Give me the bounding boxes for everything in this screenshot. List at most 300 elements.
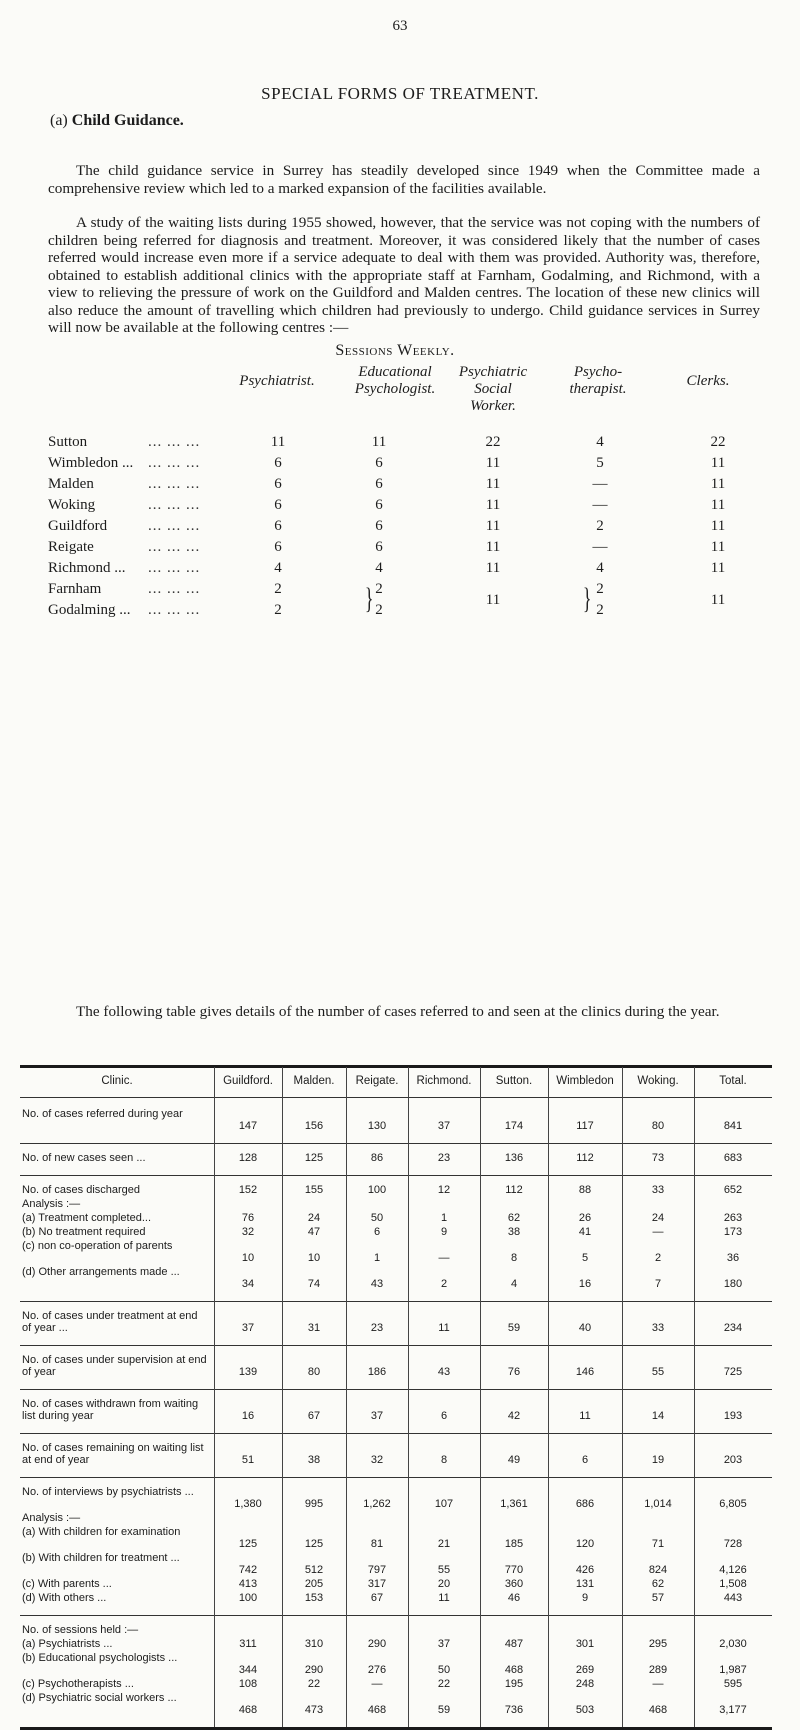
- sessions-header-line: therapist.: [569, 381, 627, 397]
- row-label: No. of cases discharged: [22, 1184, 141, 1196]
- table-cell: 155: [304, 1184, 324, 1196]
- table-cell: 36: [726, 1252, 740, 1264]
- table-cell: 23: [370, 1322, 384, 1334]
- row-label: (b) With children for treatment ...: [22, 1552, 180, 1564]
- subheading: [50, 112, 184, 130]
- table-cell: 51: [241, 1454, 255, 1466]
- table-cell: 67: [307, 1410, 321, 1422]
- table-cell: 186: [367, 1366, 387, 1378]
- table-cell: 2,030: [719, 1638, 747, 1650]
- table-cell: 797: [367, 1564, 387, 1576]
- brace-educational: }: [364, 582, 374, 615]
- row-label: No. of cases withdrawn from waiting list during year: [22, 1398, 199, 1422]
- table-cell: 317: [367, 1578, 387, 1590]
- sessions-header-line: Psycho-: [573, 364, 623, 380]
- table-cell: 686: [575, 1498, 595, 1510]
- table-rule: [20, 1301, 772, 1302]
- sessions-row-name: Woking: [48, 497, 96, 513]
- table-cell: 71: [651, 1538, 665, 1550]
- column-header: Wimbledon: [556, 1075, 614, 1087]
- table-cell: 248: [575, 1678, 595, 1690]
- sessions-header-1: [212, 373, 342, 390]
- sessions-value: 2: [596, 518, 604, 534]
- table-cell: 4: [510, 1278, 518, 1290]
- sessions-value: 11: [270, 434, 286, 450]
- column-divider: [282, 1067, 283, 1727]
- table-cell: 37: [241, 1322, 255, 1334]
- table-cell: 413: [238, 1578, 258, 1590]
- table-cell: 76: [241, 1212, 255, 1224]
- row-label: (b) No treatment required: [22, 1226, 146, 1238]
- table-cell: 290: [304, 1664, 324, 1676]
- sessions-value: 11: [371, 434, 387, 450]
- sessions-value: 2: [596, 602, 604, 618]
- sessions-value: 6: [274, 518, 282, 534]
- table-cell: 5: [581, 1252, 589, 1264]
- table-cell: 130: [367, 1120, 387, 1132]
- table-cell: —: [438, 1252, 450, 1264]
- sessions-value: 11: [485, 518, 501, 534]
- table-cell: 22: [307, 1678, 321, 1690]
- table-cell: 770: [504, 1564, 524, 1576]
- table-cell: 2: [440, 1278, 448, 1290]
- table-cell: 311: [239, 1638, 257, 1650]
- table-cell: 203: [723, 1454, 743, 1466]
- table-cell: 180: [723, 1278, 743, 1290]
- sessions-row-name: Reigate: [48, 539, 94, 555]
- table-cell: 74: [307, 1278, 321, 1290]
- table-cell: 6: [581, 1454, 589, 1466]
- table-rule: [20, 1097, 772, 1098]
- sessions-row: [48, 455, 768, 476]
- table-cell: 426: [575, 1564, 595, 1576]
- table-cell: 32: [241, 1226, 255, 1238]
- column-divider: [548, 1067, 549, 1727]
- sessions-value: 6: [274, 455, 282, 471]
- sessions-value: 22: [710, 434, 726, 450]
- row-label: (d) Psychiatric social workers ...: [22, 1692, 177, 1704]
- table-cell: 725: [723, 1366, 743, 1378]
- table-cell: 595: [723, 1678, 743, 1690]
- table-cell: 10: [241, 1252, 255, 1264]
- table-cell: 26: [578, 1212, 592, 1224]
- table-rule: [20, 1389, 772, 1390]
- table-cell: 47: [307, 1226, 321, 1238]
- row-label: (a) Treatment completed...: [22, 1212, 151, 1224]
- table-rule: [20, 1143, 772, 1144]
- table-cell: 73: [651, 1152, 665, 1164]
- sessions-header-line: Psychiatrist.: [239, 373, 315, 389]
- table-cell: 16: [578, 1278, 592, 1290]
- table-cell: 31: [307, 1322, 321, 1334]
- table-cell: 131: [575, 1578, 595, 1590]
- table-cell: 37: [370, 1410, 384, 1422]
- sessions-header-line: Worker.: [470, 398, 516, 414]
- table-cell: 10: [307, 1252, 321, 1264]
- table-cell: 59: [437, 1704, 451, 1716]
- table-cell: 62: [507, 1212, 521, 1224]
- sessions-row-name: Richmond ...: [48, 560, 126, 576]
- sessions-header-line: Social: [474, 381, 512, 397]
- table-cell: 43: [437, 1366, 451, 1378]
- table-cell: 38: [307, 1454, 321, 1466]
- table-cell: 125: [304, 1538, 324, 1550]
- clinic-statistics-table: [20, 1065, 772, 1730]
- sessions-value: 11: [485, 455, 501, 471]
- table-cell: 205: [304, 1578, 324, 1590]
- sessions-row: [48, 476, 768, 497]
- table-cell: 59: [507, 1322, 521, 1334]
- table-cell: 62: [651, 1578, 665, 1590]
- table-cell: 503: [575, 1704, 595, 1716]
- sessions-value: 11: [710, 518, 726, 534]
- table-cell: 193: [723, 1410, 743, 1422]
- column-header: Sutton.: [495, 1075, 533, 1087]
- table-cell: 34: [241, 1278, 255, 1290]
- leader-dots: ... ... ...: [148, 518, 201, 534]
- sessions-row-name: Godalming ...: [48, 602, 131, 618]
- table-cell: 742: [238, 1564, 258, 1576]
- table-cell: 263: [723, 1212, 743, 1224]
- row-label: No. of sessions held :—: [22, 1624, 139, 1636]
- sessions-value: 11: [485, 560, 501, 576]
- sessions-value: 2: [375, 581, 383, 597]
- column-divider: [622, 1067, 623, 1727]
- sessions-row: [48, 434, 768, 455]
- sessions-value: 2: [375, 602, 383, 618]
- table-rule: [20, 1065, 772, 1068]
- column-header: Total.: [719, 1075, 747, 1087]
- paragraph-intro: The child guidance service in Surrey has steadily developed since 1949 when the Committee made a comprehensive review which led to a marked expansion of the facilities available.: [48, 162, 760, 197]
- table-cell: 276: [367, 1664, 387, 1676]
- table-cell: 38: [507, 1226, 521, 1238]
- sessions-value: 11: [485, 539, 501, 555]
- table-cell: 683: [723, 1152, 743, 1164]
- table-cell: 16: [241, 1410, 255, 1422]
- table-cell: 4,126: [719, 1564, 747, 1576]
- leader-dots: ... ... ...: [148, 497, 201, 513]
- table-cell: 55: [437, 1564, 451, 1576]
- table-cell: 290: [367, 1638, 387, 1650]
- sessions-row: [48, 518, 768, 539]
- table-rule: [20, 1615, 772, 1616]
- table-cell: 468: [367, 1704, 387, 1716]
- table-cell: 125: [238, 1538, 258, 1550]
- table-cell: —: [652, 1226, 664, 1238]
- table-cell: 19: [651, 1454, 665, 1466]
- merged-social-worker-value: 11: [485, 592, 501, 608]
- sessions-value: 4: [274, 560, 282, 576]
- sessions-header-4: [548, 364, 648, 398]
- table-cell: 88: [578, 1184, 592, 1196]
- table-cell: 301: [575, 1638, 595, 1650]
- table-cell: 12: [437, 1184, 451, 1196]
- column-divider: [480, 1067, 481, 1727]
- sessions-row-name: Sutton: [48, 434, 88, 450]
- subheading-prefix: (a): [50, 112, 68, 129]
- row-label: No. of cases remaining on waiting list at end of year: [22, 1442, 204, 1466]
- row-label: No. of cases referred during year: [22, 1108, 183, 1120]
- table-cell: 1,262: [363, 1498, 391, 1510]
- sessions-value: 5: [596, 455, 604, 471]
- table-cell: 7: [654, 1278, 662, 1290]
- column-header: Richmond.: [416, 1075, 472, 1087]
- table-cell: 1,508: [719, 1578, 747, 1590]
- table-cell: 468: [648, 1704, 668, 1716]
- sessions-title: Sessions Weekly.: [335, 342, 455, 359]
- leader-dots: ... ... ...: [148, 455, 201, 471]
- sessions-value: 2: [274, 602, 282, 618]
- table-cell: 269: [575, 1664, 595, 1676]
- row-label: (c) Psychotherapists ...: [22, 1678, 134, 1690]
- row-label: (c) With parents ...: [22, 1578, 112, 1590]
- table-cell: 185: [504, 1538, 524, 1550]
- sessions-value: 6: [375, 539, 383, 555]
- table-cell: 55: [651, 1366, 665, 1378]
- table-cell: 33: [651, 1322, 665, 1334]
- table-cell: 295: [648, 1638, 668, 1650]
- table-cell: 108: [238, 1678, 258, 1690]
- sessions-value: —: [592, 539, 608, 555]
- sessions-value: 22: [485, 434, 501, 450]
- sessions-value: 11: [710, 560, 726, 576]
- sessions-value: 6: [274, 476, 282, 492]
- table-cell: 152: [238, 1184, 258, 1196]
- table-cell: 37: [437, 1120, 451, 1132]
- table-cell: 736: [504, 1704, 524, 1716]
- table-cell: 173: [723, 1226, 743, 1238]
- sessions-value: 4: [596, 560, 604, 576]
- table-cell: 46: [507, 1592, 521, 1604]
- table-cell: 2: [654, 1252, 662, 1264]
- table-cell: 22: [437, 1678, 451, 1690]
- table-cell: 8: [510, 1252, 518, 1264]
- table-cell: 234: [723, 1322, 743, 1334]
- table-cell: 49: [507, 1454, 521, 1466]
- row-label: (b) Educational psychologists ...: [22, 1652, 178, 1664]
- column-header: Malden.: [293, 1075, 335, 1087]
- table-cell: 310: [304, 1638, 324, 1650]
- table-cell: 33: [651, 1184, 665, 1196]
- sessions-value: 11: [485, 497, 501, 513]
- row-label: No. of new cases seen ...: [22, 1152, 146, 1164]
- section-heading: SPECIAL FORMS OF TREATMENT.: [261, 84, 539, 103]
- sessions-header-2: [340, 364, 450, 398]
- table-cell: 473: [304, 1704, 324, 1716]
- sessions-row: [48, 497, 768, 518]
- brace-psychotherapist: }: [582, 582, 592, 615]
- table-cell: 1,380: [234, 1498, 262, 1510]
- sessions-value: 11: [710, 455, 726, 471]
- table-cell: 468: [504, 1664, 524, 1676]
- table-cell: 128: [238, 1152, 258, 1164]
- row-label: No. of cases under treatment at end of year ...: [22, 1310, 198, 1334]
- table-cell: 995: [304, 1498, 324, 1510]
- table-cell: —: [371, 1678, 383, 1690]
- table-cell: 9: [440, 1226, 448, 1238]
- table-cell: 153: [304, 1592, 324, 1604]
- table-cell: 8: [440, 1454, 448, 1466]
- table-cell: 728: [723, 1538, 743, 1550]
- table-cell: 100: [367, 1184, 387, 1196]
- table-cell: 824: [648, 1564, 668, 1576]
- sessions-row-name: Guildford: [48, 518, 108, 534]
- table-cell: 67: [370, 1592, 384, 1604]
- sessions-value: 2: [596, 581, 604, 597]
- sessions-header-line: Educational: [358, 364, 432, 380]
- row-label: (c) non co-operation of parents: [22, 1240, 173, 1252]
- sessions-value: 4: [375, 560, 383, 576]
- table-cell: 14: [651, 1410, 665, 1422]
- row-label: Analysis :—: [22, 1198, 81, 1210]
- sessions-value: 4: [596, 434, 604, 450]
- table-cell: 487: [504, 1638, 524, 1650]
- table-cell: 125: [304, 1152, 324, 1164]
- table-cell: 23: [437, 1152, 451, 1164]
- table-cell: 512: [304, 1564, 324, 1576]
- table-rule: [20, 1477, 772, 1478]
- leader-dots: ... ... ...: [148, 560, 201, 576]
- table-cell: 112: [576, 1152, 594, 1164]
- table-cell: 3,177: [719, 1704, 747, 1716]
- subheading-title: Child Guidance.: [71, 112, 184, 129]
- table-cell: 147: [238, 1120, 258, 1132]
- table-cell: 195: [504, 1678, 524, 1690]
- table-cell: 21: [437, 1538, 451, 1550]
- sessions-header-line: Psychologist.: [354, 381, 436, 397]
- row-label: (a) Psychiatrists ...: [22, 1638, 113, 1650]
- row-label: No. of interviews by psychiatrists ...: [22, 1486, 194, 1498]
- sessions-header-line: Psychiatric: [458, 364, 528, 380]
- column-header: Clinic.: [101, 1075, 133, 1087]
- table-cell: 1,014: [644, 1498, 672, 1510]
- table-cell: 6: [440, 1410, 448, 1422]
- row-label: (a) With children for examination: [22, 1526, 181, 1538]
- table-cell: 40: [578, 1322, 592, 1334]
- column-divider: [346, 1067, 347, 1727]
- sessions-value: 11: [710, 476, 726, 492]
- sessions-header-line: Clerks.: [686, 373, 730, 389]
- sessions-value: 6: [375, 476, 383, 492]
- table-cell: 156: [304, 1120, 324, 1132]
- table-cell: 41: [578, 1226, 592, 1238]
- page-number: 63: [392, 18, 408, 34]
- column-divider: [694, 1067, 695, 1727]
- sessions-row: [48, 539, 768, 560]
- sessions-row: [48, 560, 768, 581]
- table-cell: 86: [370, 1152, 384, 1164]
- table-cell: 6: [373, 1226, 381, 1238]
- table-cell: 112: [505, 1184, 523, 1196]
- sessions-value: 11: [485, 476, 501, 492]
- leader-dots: ... ... ...: [148, 539, 201, 555]
- sessions-row-name: Malden: [48, 476, 94, 492]
- leader-dots: ... ... ...: [148, 581, 201, 597]
- column-divider: [408, 1067, 409, 1727]
- table-cell: 20: [437, 1578, 451, 1590]
- table-cell: 174: [504, 1120, 524, 1132]
- table-intro: The following table gives details of the number of cases referred to and seen at the clinics during the year.: [76, 1003, 720, 1020]
- table-rule: [20, 1433, 772, 1434]
- table-cell: 841: [723, 1120, 743, 1132]
- table-cell: 652: [723, 1184, 743, 1196]
- table-cell: 344: [238, 1664, 258, 1676]
- table-cell: 81: [370, 1538, 384, 1550]
- table-cell: 80: [307, 1366, 321, 1378]
- table-rule: [20, 1175, 772, 1176]
- column-header: Woking.: [637, 1075, 679, 1087]
- table-cell: 11: [579, 1410, 591, 1422]
- table-cell: 43: [370, 1278, 384, 1290]
- table-cell: 100: [238, 1592, 258, 1604]
- table-cell: 360: [504, 1578, 524, 1590]
- table-cell: 57: [651, 1592, 665, 1604]
- table-cell: 1: [440, 1212, 448, 1224]
- table-cell: 76: [507, 1366, 521, 1378]
- table-cell: 11: [438, 1322, 450, 1334]
- table-cell: 146: [575, 1366, 595, 1378]
- sessions-row-name: Farnham: [48, 581, 102, 597]
- table-cell: 1,361: [500, 1498, 528, 1510]
- sessions-value: 2: [274, 581, 282, 597]
- paragraph-study: A study of the waiting lists during 1955 showed, however, that the service was not coping with the numbers of children being referred for diagnosis and treatment. Moreover, it was considered likely that the number of cases referred would increase even more if a service adequate to deal with them was provided. Authority was, therefore, obtained to establish additional clinics with the appropriate staff at Farnham, Godalming, and Richmond, with a view to relieving the pressure of work on the Guildford and Malden centres. The location of these new clinics will also reduce the amount of travelling which children had previously to undergo. Child guidance services in Surrey will now be available at the following centres :—: [48, 214, 760, 336]
- sessions-value: 11: [710, 539, 726, 555]
- column-divider: [214, 1067, 215, 1727]
- table-cell: 1: [373, 1252, 381, 1264]
- leader-dots: ... ... ...: [148, 434, 201, 450]
- table-cell: 80: [651, 1120, 665, 1132]
- sessions-table: [48, 434, 768, 623]
- column-header: Reigate.: [355, 1075, 399, 1087]
- table-cell: 24: [651, 1212, 665, 1224]
- sessions-value: 6: [274, 539, 282, 555]
- table-cell: 289: [648, 1664, 668, 1676]
- sessions-value: —: [592, 476, 608, 492]
- row-label: No. of cases under supervision at end of year: [22, 1354, 207, 1378]
- sessions-row-name: Wimbledon ...: [48, 455, 134, 471]
- table-cell: 37: [437, 1638, 451, 1650]
- table-cell: 24: [307, 1212, 321, 1224]
- table-cell: 11: [438, 1592, 450, 1604]
- sessions-value: 6: [375, 497, 383, 513]
- leader-dots: ... ... ...: [148, 602, 201, 618]
- sessions-header-3: [438, 364, 548, 415]
- table-cell: 107: [434, 1498, 454, 1510]
- table-cell: 136: [504, 1152, 524, 1164]
- row-label: Analysis :—: [22, 1512, 81, 1524]
- sessions-row: [48, 581, 768, 602]
- sessions-value: 11: [710, 497, 726, 513]
- table-cell: 50: [437, 1664, 451, 1676]
- table-cell: 50: [370, 1212, 384, 1224]
- sessions-row: [48, 602, 768, 623]
- table-cell: 117: [576, 1120, 594, 1132]
- row-label: (d) With others ...: [22, 1592, 107, 1604]
- table-cell: 443: [723, 1592, 743, 1604]
- table-cell: 120: [575, 1538, 595, 1550]
- row-label: (d) Other arrangements made ...: [22, 1266, 180, 1278]
- table-cell: 468: [238, 1704, 258, 1716]
- sessions-value: 6: [375, 455, 383, 471]
- sessions-value: —: [592, 497, 608, 513]
- table-cell: —: [652, 1678, 664, 1690]
- table-cell: 9: [581, 1592, 589, 1604]
- table-cell: 42: [507, 1410, 521, 1422]
- table-rule: [20, 1345, 772, 1346]
- table-cell: 1,987: [719, 1664, 747, 1676]
- sessions-value: 6: [274, 497, 282, 513]
- column-header: Guildford.: [223, 1075, 273, 1087]
